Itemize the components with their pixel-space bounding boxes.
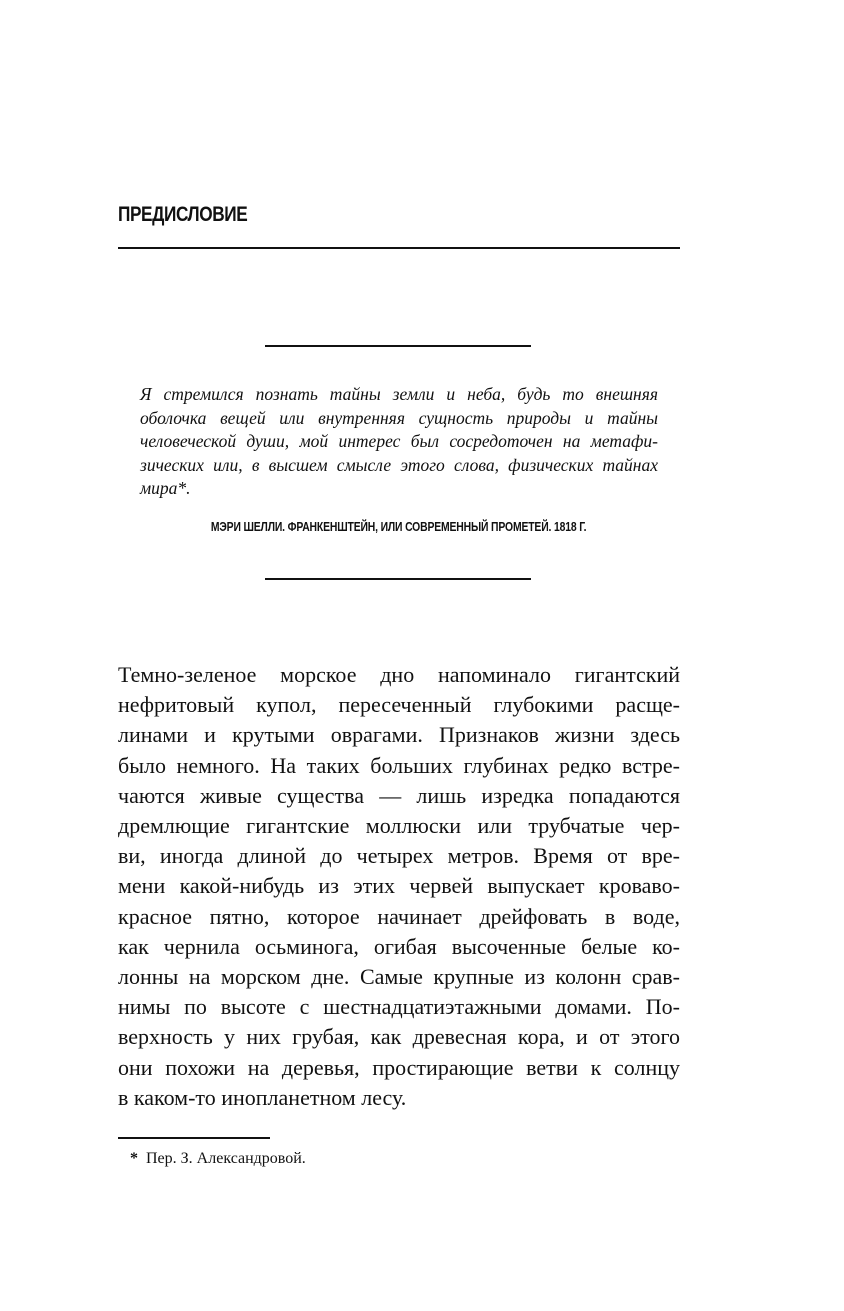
epigraph-top-divider [265,345,531,347]
footnote [130,1150,306,1168]
body-line: лонны на морском дне. Самые крупные из колонн срав- [118,964,680,990]
body-line: красное пятно, которое начинает дрейфовать в воде, [118,903,680,929]
epigraph-line: зических или, в высшем смысле этого слова, физических тайнах [140,454,658,475]
body-line: Темно-зеленое морское дно напоминало гигантский [118,662,680,687]
epigraph-line: мира*. [140,478,191,498]
epigraph-bottom-divider [265,578,531,580]
body-line: было немного. На таких больших глубинах редко встре- [118,752,680,778]
body-line: мени какой-нибудь из этих червей выпускает кроваво- [118,873,680,899]
body-line: нефритовый купол, пересеченный глубокими расще- [118,692,680,718]
body-line: линами и крутыми оврагами. Признаков жизни здесь [118,722,680,748]
epigraph [140,383,658,501]
epigraph-line: оболочка вещей или внутренняя сущность природы и тайны [140,407,658,428]
footnote-divider [118,1137,270,1139]
footnote-text: Пер. З. Александровой. [146,1150,306,1167]
attribution-text: МЭРИ ШЕЛЛИ. ФРАНКЕНШТЕЙН, ИЛИ СОВРЕМЕННЫЙ ПРОМЕТЕЙ. 1818 Г. [211,519,587,534]
footnote-mark: * [130,1150,138,1167]
body-line: верхность у них грубая, как древесная кора, и от этого [118,1024,680,1050]
body-line: чаются живые существа — лишь изредка попадаются [118,782,680,808]
body-line: как чернила осьминога, огибая высоченные белые ко- [118,933,680,959]
body-line: они похожи на деревья, простирающие ветви к солнцу [118,1054,680,1080]
chapter-title: ПРЕДИСЛОВИЕ [118,203,248,226]
title-divider [118,247,680,249]
body-line: дремлющие гигантские моллюски или трубчатые чер- [118,813,680,839]
epigraph-line: Я стремился познать тайны земли и неба, будь то внешняя [140,384,658,404]
epigraph-attribution [0,519,798,534]
body-line: в каком-то инопланетном лесу. [118,1084,407,1110]
epigraph-line: человеческой души, мой интерес был сосредоточен на метафи- [140,431,658,451]
body-paragraph [118,660,680,1113]
body-line: ви, иногда длиной до четырех метров. Время от вре- [118,843,680,869]
body-line: нимы по высоте с шестнадцатиэтажными домами. По- [118,994,680,1020]
